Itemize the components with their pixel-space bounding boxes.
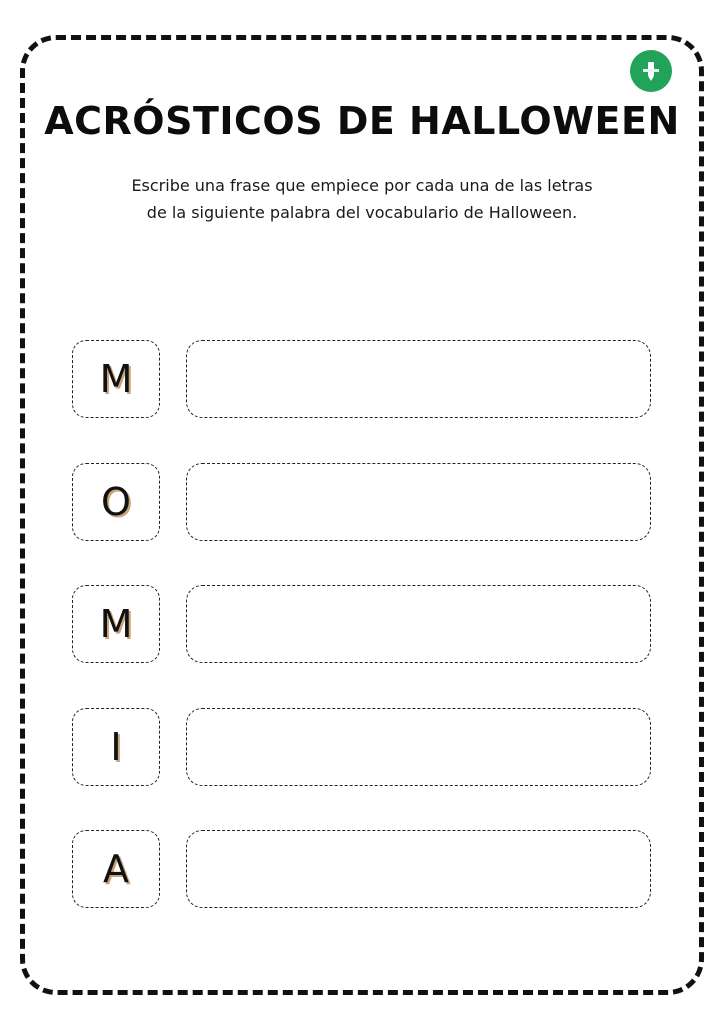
answer-field[interactable] xyxy=(186,340,651,418)
acrostic-rows xyxy=(72,340,652,953)
pencil-logo-icon xyxy=(638,58,664,84)
acrostic-row xyxy=(72,585,652,663)
instructions-line-2: de la siguiente palabra del vocabulario de Halloween. xyxy=(146,203,578,222)
acrostic-row xyxy=(72,340,652,418)
answer-field[interactable] xyxy=(186,463,651,541)
page-title: ACRÓSTICOS DE HALLOWEEN xyxy=(44,99,680,143)
letter-box: M xyxy=(72,340,160,418)
instructions-line-1: Escribe una frase que empiece por cada una de las letras xyxy=(131,176,593,195)
brand-logo-icon xyxy=(630,50,672,92)
letter-box: O xyxy=(72,463,160,541)
answer-field[interactable] xyxy=(186,585,651,663)
instructions xyxy=(0,172,724,226)
letter-box: I xyxy=(72,708,160,786)
answer-field[interactable] xyxy=(186,830,651,908)
acrostic-row xyxy=(72,708,652,786)
answer-field[interactable] xyxy=(186,708,651,786)
letter-box: M xyxy=(72,585,160,663)
acrostic-row xyxy=(72,463,652,541)
acrostic-row xyxy=(72,830,652,908)
letter-box: A xyxy=(72,830,160,908)
